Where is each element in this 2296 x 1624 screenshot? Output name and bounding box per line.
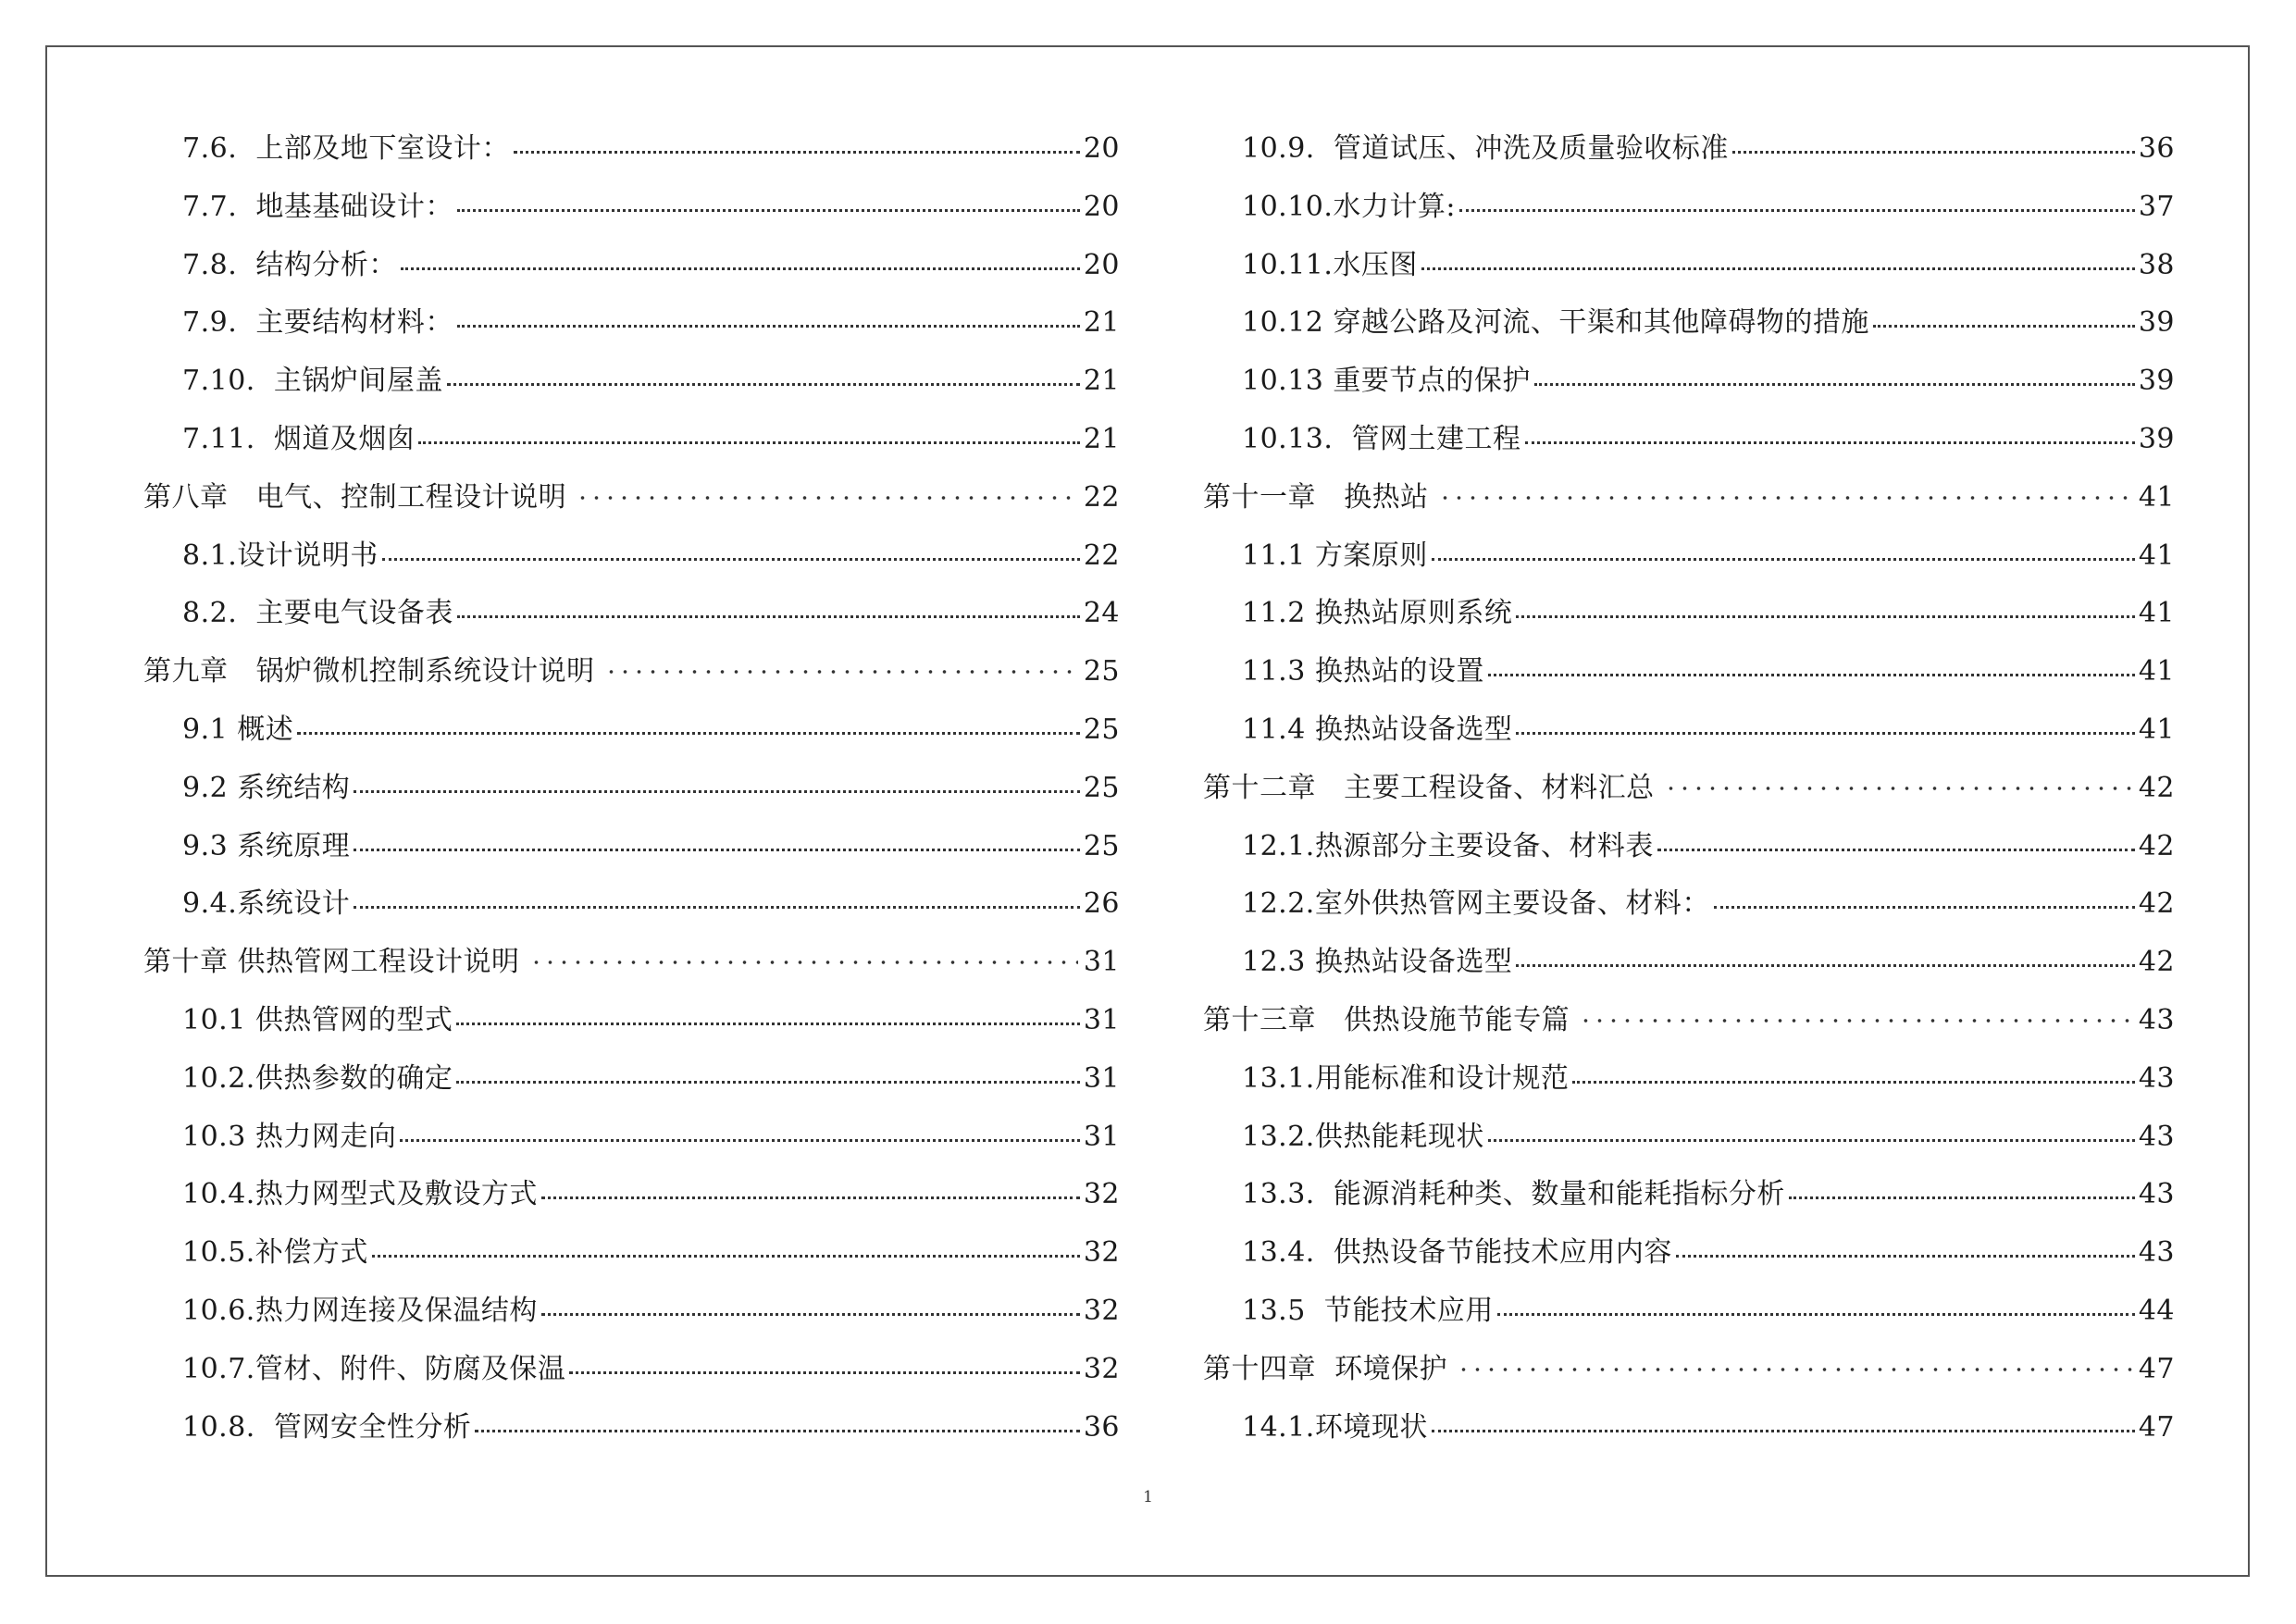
toc-section-entry[interactable] bbox=[143, 1166, 1120, 1224]
toc-section-entry[interactable] bbox=[143, 527, 1120, 586]
toc-dot-leader bbox=[1789, 1196, 2135, 1199]
toc-entry-title: 7.7. 地基基础设计： bbox=[182, 190, 453, 223]
toc-entry-page-number: 25 bbox=[1083, 713, 1120, 746]
toc-dot-leader bbox=[1525, 440, 2135, 444]
toc-entry-title: 10.13. 管网土建工程 bbox=[1242, 422, 1521, 455]
toc-entry-title: 第十三章 供热设施节能专篇 bbox=[1203, 1003, 1570, 1036]
toc-entry-title: 第八章 电气、控制工程设计说明 bbox=[143, 480, 567, 514]
toc-chapter-entry[interactable] bbox=[143, 469, 1120, 527]
toc-entry-page-number: 42 bbox=[2138, 946, 2175, 979]
toc-entry-page-number: 31 bbox=[1083, 1120, 1120, 1153]
toc-entry-page-number: 32 bbox=[1083, 1352, 1120, 1385]
toc-entry-page-number: 38 bbox=[2138, 248, 2175, 281]
toc-dot-leader bbox=[456, 1080, 1079, 1084]
toc-entry-title: 11.1 方案原则 bbox=[1242, 539, 1428, 572]
toc-dot-leader bbox=[457, 614, 1080, 618]
toc-chapter-entry[interactable] bbox=[1203, 1341, 2175, 1399]
toc-right-column bbox=[1203, 120, 2175, 1457]
toc-section-entry[interactable] bbox=[143, 294, 1120, 353]
toc-section-entry[interactable] bbox=[143, 992, 1120, 1050]
toc-dot-leader bbox=[1497, 1312, 2135, 1316]
toc-dot-leader bbox=[1432, 557, 2135, 561]
toc-left-column bbox=[143, 120, 1120, 1457]
toc-section-entry[interactable] bbox=[1203, 643, 2175, 701]
toc-dot-leader bbox=[1732, 150, 2135, 154]
toc-entry-title: 10.3 热力网走向 bbox=[182, 1120, 397, 1153]
toc-entry-page-number: 25 bbox=[1083, 829, 1120, 862]
toc-entry-page-number: 31 bbox=[1083, 946, 1120, 979]
toc-entry-page-number: 41 bbox=[2138, 655, 2175, 688]
toc-section-entry[interactable] bbox=[1203, 237, 2175, 295]
toc-entry-title: 8.1.设计说明书 bbox=[182, 539, 379, 572]
toc-dot-leader bbox=[382, 557, 1080, 561]
toc-chapter-entry[interactable] bbox=[1203, 469, 2175, 527]
toc-dot-leader bbox=[604, 669, 1078, 675]
toc-entry-page-number: 41 bbox=[2138, 597, 2175, 630]
toc-entry-page-number: 43 bbox=[2138, 1061, 2175, 1095]
toc-section-entry[interactable] bbox=[143, 585, 1120, 643]
toc-entry-page-number: 22 bbox=[1083, 480, 1120, 514]
toc-entry-page-number: 42 bbox=[2138, 771, 2175, 804]
toc-dot-leader bbox=[447, 382, 1080, 386]
toc-section-entry[interactable] bbox=[143, 1224, 1120, 1283]
toc-dot-leader bbox=[1488, 673, 2135, 676]
toc-entry-title: 13.3. 能源消耗种类、数量和能耗指标分析 bbox=[1242, 1178, 1785, 1211]
toc-chapter-entry[interactable] bbox=[1203, 760, 2175, 818]
toc-section-entry[interactable] bbox=[143, 1399, 1120, 1457]
toc-entry-title: 7.9. 主要结构材料： bbox=[182, 306, 453, 340]
toc-entry-title: 12.1.热源部分主要设备、材料表 bbox=[1242, 829, 1654, 862]
toc-dot-leader bbox=[400, 1138, 1079, 1142]
toc-dot-leader bbox=[297, 731, 1080, 735]
toc-entry-title: 9.2 系统结构 bbox=[182, 771, 351, 804]
toc-entry-page-number: 25 bbox=[1083, 655, 1120, 688]
toc-dot-leader bbox=[576, 495, 1078, 501]
toc-dot-leader bbox=[1714, 905, 2135, 909]
toc-entry-title: 第十二章 主要工程设备、材料汇总 bbox=[1203, 771, 1655, 804]
toc-entry-title: 10.7.管材、附件、防腐及保温 bbox=[182, 1352, 566, 1385]
toc-section-entry[interactable] bbox=[143, 760, 1120, 818]
toc-dot-leader bbox=[1488, 1138, 2135, 1142]
toc-section-entry[interactable] bbox=[1203, 527, 2175, 586]
toc-section-entry[interactable] bbox=[143, 1050, 1120, 1109]
toc-dot-leader bbox=[456, 1022, 1079, 1025]
toc-entry-title: 14.1.环境现状 bbox=[1242, 1410, 1428, 1444]
toc-entry-page-number: 32 bbox=[1083, 1178, 1120, 1211]
toc-entry-title: 12.2.室外供热管网主要设备、材料： bbox=[1242, 887, 1710, 921]
toc-entry-page-number: 41 bbox=[2138, 480, 2175, 514]
toc-dot-leader bbox=[401, 267, 1080, 270]
toc-dot-leader bbox=[457, 324, 1080, 328]
toc-entry-title: 13.4. 供热设备节能技术应用内容 bbox=[1242, 1236, 1672, 1270]
toc-entry-page-number: 41 bbox=[2138, 539, 2175, 572]
toc-entry-page-number: 41 bbox=[2138, 713, 2175, 746]
toc-entry-page-number: 21 bbox=[1083, 422, 1120, 455]
toc-dot-leader bbox=[418, 440, 1079, 444]
toc-section-entry[interactable] bbox=[1203, 353, 2175, 411]
toc-dot-leader bbox=[1516, 731, 2134, 735]
toc-dot-leader bbox=[457, 208, 1080, 212]
toc-dot-leader bbox=[1572, 1080, 2134, 1084]
toc-entry-title: 10.6.热力网连接及保温结构 bbox=[182, 1294, 538, 1327]
page-number: 1 bbox=[1143, 1488, 1153, 1506]
toc-section-entry[interactable] bbox=[143, 353, 1120, 411]
toc-section-entry[interactable] bbox=[1203, 934, 2175, 992]
toc-entry-page-number: 43 bbox=[2138, 1003, 2175, 1036]
toc-section-entry[interactable] bbox=[143, 818, 1120, 876]
toc-entry-title: 13.5 节能技术应用 bbox=[1242, 1294, 1494, 1327]
toc-dot-leader bbox=[1873, 324, 2135, 328]
toc-dot-leader bbox=[569, 1370, 1079, 1374]
toc-dot-leader bbox=[1664, 786, 2133, 791]
toc-entry-title: 7.10. 主锅炉间屋盖 bbox=[182, 365, 443, 398]
toc-section-entry[interactable] bbox=[143, 237, 1120, 295]
toc-entry-page-number: 24 bbox=[1083, 597, 1120, 630]
toc-dot-leader bbox=[541, 1196, 1080, 1199]
toc-entry-title: 10.5.补偿方式 bbox=[182, 1236, 368, 1270]
toc-dot-leader bbox=[1657, 848, 2135, 851]
toc-dot-leader bbox=[1516, 614, 2134, 618]
toc-section-entry[interactable] bbox=[143, 1283, 1120, 1341]
toc-entry-title: 13.1.用能标准和设计规范 bbox=[1242, 1061, 1570, 1095]
toc-dot-leader bbox=[514, 150, 1080, 154]
toc-entry-page-number: 31 bbox=[1083, 1061, 1120, 1095]
toc-entry-page-number: 39 bbox=[2138, 365, 2175, 398]
toc-section-entry[interactable] bbox=[143, 1341, 1120, 1399]
toc-dot-leader bbox=[529, 960, 1078, 965]
toc-section-entry[interactable] bbox=[1203, 818, 2175, 876]
toc-entry-title: 第十四章 环境保护 bbox=[1203, 1352, 1448, 1385]
toc-entry-title: 第十一章 换热站 bbox=[1203, 480, 1429, 514]
toc-entry-page-number: 43 bbox=[2138, 1236, 2175, 1270]
toc-chapter-entry[interactable] bbox=[143, 643, 1120, 701]
toc-dot-leader bbox=[372, 1254, 1080, 1258]
toc-entry-page-number: 37 bbox=[2138, 190, 2175, 223]
toc-section-entry[interactable] bbox=[143, 701, 1120, 760]
toc-entry-page-number: 20 bbox=[1083, 190, 1120, 223]
toc-entry-page-number: 43 bbox=[2138, 1120, 2175, 1153]
toc-entry-page-number: 42 bbox=[2138, 829, 2175, 862]
toc-entry-page-number: 43 bbox=[2138, 1178, 2175, 1211]
toc-section-entry[interactable] bbox=[1203, 585, 2175, 643]
toc-entry-title: 8.2. 主要电气设备表 bbox=[182, 597, 453, 630]
toc-entry-title: 9.3 系统原理 bbox=[182, 829, 351, 862]
toc-dot-leader bbox=[354, 789, 1080, 793]
toc-entry-page-number: 20 bbox=[1083, 248, 1120, 281]
toc-dot-leader bbox=[1579, 1018, 2133, 1023]
toc-entry-page-number: 39 bbox=[2138, 422, 2175, 455]
toc-dot-leader bbox=[1421, 267, 2135, 270]
toc-chapter-entry[interactable] bbox=[1203, 992, 2175, 1050]
toc-section-entry[interactable] bbox=[1203, 179, 2175, 237]
toc-section-entry[interactable] bbox=[1203, 1050, 2175, 1109]
toc-entry-title: 11.2 换热站原则系统 bbox=[1242, 597, 1513, 630]
toc-entry-title: 10.4.热力网型式及敷设方式 bbox=[182, 1178, 538, 1211]
toc-dot-leader bbox=[354, 905, 1080, 909]
toc-entry-page-number: 47 bbox=[2138, 1352, 2175, 1385]
toc-section-entry[interactable] bbox=[1203, 701, 2175, 760]
toc-dot-leader bbox=[1534, 382, 2135, 386]
toc-entry-title: 10.13 重要节点的保护 bbox=[1242, 365, 1531, 398]
toc-entry-title: 7.8. 结构分析： bbox=[182, 248, 397, 281]
toc-entry-title: 10.8. 管网安全性分析 bbox=[182, 1410, 472, 1444]
toc-entry-title: 7.11. 烟道及烟囱 bbox=[182, 422, 416, 455]
toc-entry-title: 10.12 穿越公路及河流、干渠和其他障碍物的措施 bbox=[1242, 306, 1869, 340]
toc-section-entry[interactable] bbox=[143, 179, 1120, 237]
toc-entry-page-number: 36 bbox=[1083, 1410, 1120, 1444]
toc-entry-title: 10.1 供热管网的型式 bbox=[182, 1003, 453, 1036]
toc-entry-page-number: 26 bbox=[1083, 887, 1120, 921]
toc-section-entry[interactable] bbox=[1203, 1283, 2175, 1341]
toc-section-entry[interactable] bbox=[1203, 1224, 2175, 1283]
toc-section-entry[interactable] bbox=[1203, 1399, 2175, 1457]
toc-entry-title: 12.3 换热站设备选型 bbox=[1242, 946, 1513, 979]
toc-entry-title: 10.10.水力计算: bbox=[1242, 190, 1457, 223]
toc-dot-leader bbox=[1676, 1254, 2135, 1258]
toc-entry-title: 10.9. 管道试压、冲洗及质量验收标准 bbox=[1242, 132, 1729, 165]
toc-entry-page-number: 32 bbox=[1083, 1294, 1120, 1327]
toc-section-entry[interactable] bbox=[1203, 411, 2175, 469]
toc-entry-page-number: 47 bbox=[2138, 1410, 2175, 1444]
toc-entry-title: 7.6. 上部及地下室设计： bbox=[182, 132, 510, 165]
toc-entry-page-number: 22 bbox=[1083, 539, 1120, 572]
toc-section-entry[interactable] bbox=[1203, 294, 2175, 353]
toc-entry-page-number: 31 bbox=[1083, 1003, 1120, 1036]
toc-dot-leader bbox=[1516, 963, 2134, 967]
toc-dot-leader bbox=[1457, 1367, 2133, 1372]
toc-entry-title: 9.4.系统设计 bbox=[182, 887, 351, 921]
toc-section-entry[interactable] bbox=[143, 411, 1120, 469]
toc-entry-page-number: 39 bbox=[2138, 306, 2175, 340]
toc-entry-page-number: 21 bbox=[1083, 365, 1120, 398]
toc-entry-title: 11.4 换热站设备选型 bbox=[1242, 713, 1513, 746]
toc-entry-page-number: 44 bbox=[2138, 1294, 2175, 1327]
toc-entry-title: 11.3 换热站的设置 bbox=[1242, 655, 1484, 688]
toc-section-entry[interactable] bbox=[143, 1109, 1120, 1167]
toc-entry-page-number: 21 bbox=[1083, 306, 1120, 340]
toc-section-entry[interactable] bbox=[1203, 1166, 2175, 1224]
toc-entry-page-number: 32 bbox=[1083, 1236, 1120, 1270]
toc-entry-title: 第十章 供热管网工程设计说明 bbox=[143, 946, 520, 979]
toc-dot-leader bbox=[475, 1429, 1079, 1432]
toc-dot-leader bbox=[541, 1312, 1080, 1316]
toc-entry-title: 9.1 概述 bbox=[182, 713, 294, 746]
toc-entry-page-number: 25 bbox=[1083, 771, 1120, 804]
toc-entry-title: 第九章 锅炉微机控制系统设计说明 bbox=[143, 655, 595, 688]
toc-dot-leader bbox=[354, 848, 1080, 851]
toc-dot-leader bbox=[1438, 495, 2133, 501]
toc-entry-page-number: 20 bbox=[1083, 132, 1120, 165]
toc-entry-title: 10.2.供热参数的确定 bbox=[182, 1061, 453, 1095]
toc-section-entry[interactable] bbox=[1203, 875, 2175, 934]
toc-entry-title: 13.2.供热能耗现状 bbox=[1242, 1120, 1484, 1153]
toc-section-entry[interactable] bbox=[1203, 1109, 2175, 1167]
toc-entry-page-number: 36 bbox=[2138, 132, 2175, 165]
toc-entry-title: 10.11.水压图 bbox=[1242, 248, 1418, 281]
toc-section-entry[interactable] bbox=[143, 120, 1120, 179]
toc-section-entry[interactable] bbox=[143, 875, 1120, 934]
toc-entry-page-number: 42 bbox=[2138, 887, 2175, 921]
toc-chapter-entry[interactable] bbox=[143, 934, 1120, 992]
toc-dot-leader bbox=[1432, 1429, 2135, 1432]
toc-dot-leader bbox=[1459, 208, 2135, 212]
toc-section-entry[interactable] bbox=[1203, 120, 2175, 179]
